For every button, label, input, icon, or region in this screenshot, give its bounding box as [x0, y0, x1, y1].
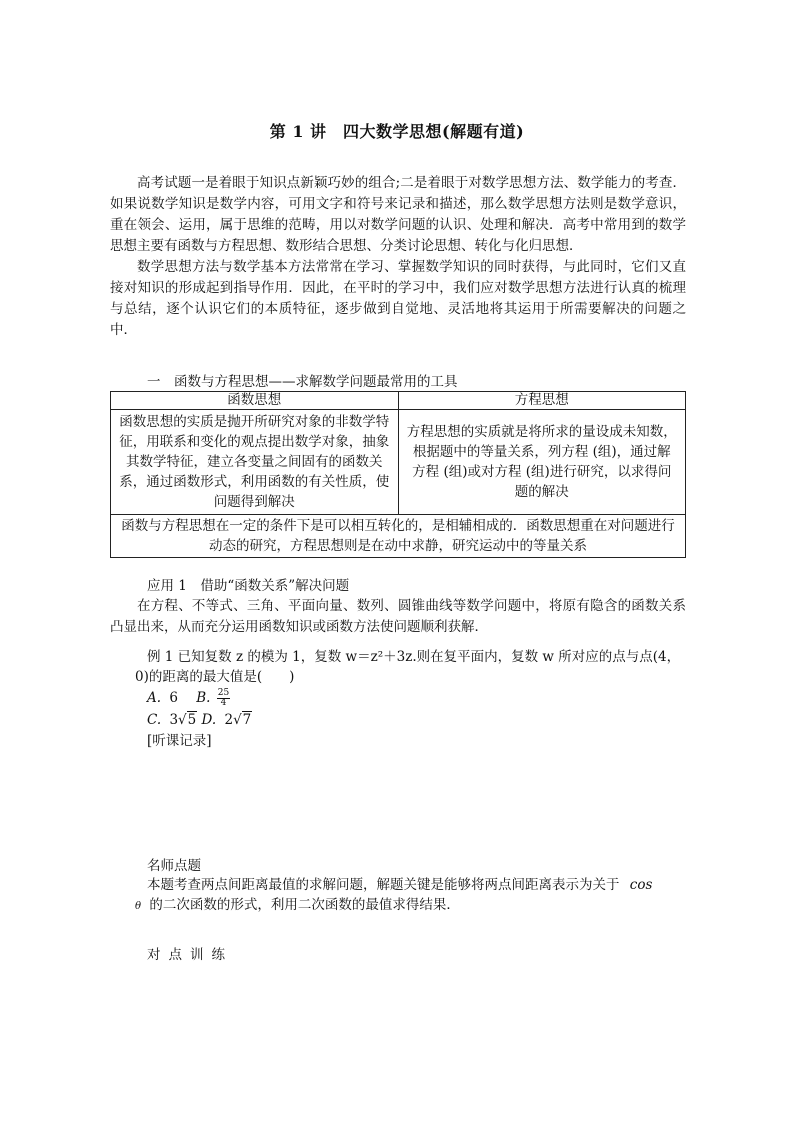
option-d-label: D. [201, 712, 217, 728]
teacher-note-text-2: 的二次函数的形式，利用二次函数的最值求得结果． [149, 897, 460, 913]
option-d-coefficient: 2 [224, 712, 234, 728]
intro-paragraph-2: 数学思想方法与数学基本方法常常在学习、掌握数学知识的同时获得，与此同时，它们又直接对知识的形成起到指导作用．因此，在平时的学习中，我们应对数学思想方法进行认真的梳理与总结，逐个认识它们的本质特征，逐步做到自觉地、灵活地将其运用于所需要解决的问题之中． [110, 259, 686, 338]
teacher-note-theta: θ [135, 901, 142, 912]
intro-paragraph-1: 高考试题一是着眼于知识点新颖巧妙的组合;二是着眼于对数学思想方法、数学能力的考查．如果说数学知识是数学内容，可用文字和符号来记录和描述，那么数学思想方法则是数学意识，重在领会、运用，属于思维的范畴，用以对数学问题的认识、处理和解决．高考中常用到的数学思想主要有函数与方程思想、数形结合思想、分类讨论思想、转化与化归思想． [110, 175, 686, 254]
option-b-numerator: 25 [217, 688, 230, 698]
option-b-label: B. [196, 690, 211, 706]
cell-combined-text: 函数与方程思想在一定的条件下是可以相互转化的，是相辅相成的．函数思想重在对问题进行动态的研究，方程思想则是在动中求静，研究运动中的等量关系 [121, 518, 675, 554]
cell-function-thought [111, 410, 399, 515]
example-1-line-1: 例 1 已知复数 z 的模为 1，复数 w＝z²＋3z.则在复平面内，复数 w 所对应的点与点(4， [147, 649, 681, 665]
option-d-sqrt: √7 [233, 712, 252, 728]
practice-heading: 对点训练 [147, 947, 233, 963]
teacher-note-line-2 [135, 895, 460, 917]
header-equation-thought: 方程思想 [398, 392, 686, 410]
teacher-note-heading: 名师点题 [147, 858, 201, 874]
cell-function-text: 函数思想的实质是抛开所研究对象的非数学特征，用联系和变化的观点提出数学对象，抽象其数学特征，建立各变量之间固有的函数关系，通过函数形式，利用函数的有关性质，使问题得到解决 [119, 414, 390, 510]
cell-equation-thought [398, 410, 686, 515]
intro-section [110, 173, 686, 341]
option-c-radicand: 5 [187, 712, 197, 728]
options-row-ab [147, 688, 230, 709]
option-c-coefficient: 3 [169, 712, 179, 728]
page-title: 第 1 讲 四大数学思想(解题有道) [269, 122, 525, 141]
function-equation-table [110, 391, 686, 558]
example-1-line-2: 0)的距离的最大值是( ) [135, 669, 295, 685]
cell-equation-text: 方程思想的实质就是将所求的量设成未知数，根据题中的等量关系，列方程 (组)，通过解方程 (组)或对方程 (组)进行研究，以求得问题的解决 [406, 424, 677, 500]
options-row-cd [147, 710, 252, 731]
teacher-note-text-1: 本题考查两点间距离最值的求解问题，解题关键是能够将两点间距离表示为关于 [147, 877, 620, 893]
option-c-sqrt: √5 [178, 712, 197, 728]
application-1-text: 在方程、不等式、三角、平面向量、数列、圆锥曲线等数学问题中，将原有隐含的函数关系凸显出来，从而充分运用函数知识或函数方法使问题顺利获解． [110, 598, 686, 635]
option-a-label: A. [147, 690, 162, 706]
teacher-note-line-1 [147, 875, 652, 896]
option-c-label: C. [147, 712, 162, 728]
header-function-thought: 函数思想 [111, 392, 399, 410]
section-1-caption: 一 函数与方程思想——求解数学问题最常用的工具 [147, 374, 458, 390]
teacher-note-cos: cos [629, 877, 653, 893]
lecture-record-label: [听课记录] [147, 733, 212, 749]
cell-combined [111, 515, 686, 558]
option-b-denominator: 4 [220, 698, 227, 708]
option-b-fraction [217, 689, 230, 708]
option-a-value: 6 [169, 690, 178, 706]
option-d-radicand: 7 [242, 712, 252, 728]
application-1-text-block [110, 596, 686, 638]
application-1-heading: 应用 1 借助“函数关系”解决问题 [147, 578, 350, 594]
